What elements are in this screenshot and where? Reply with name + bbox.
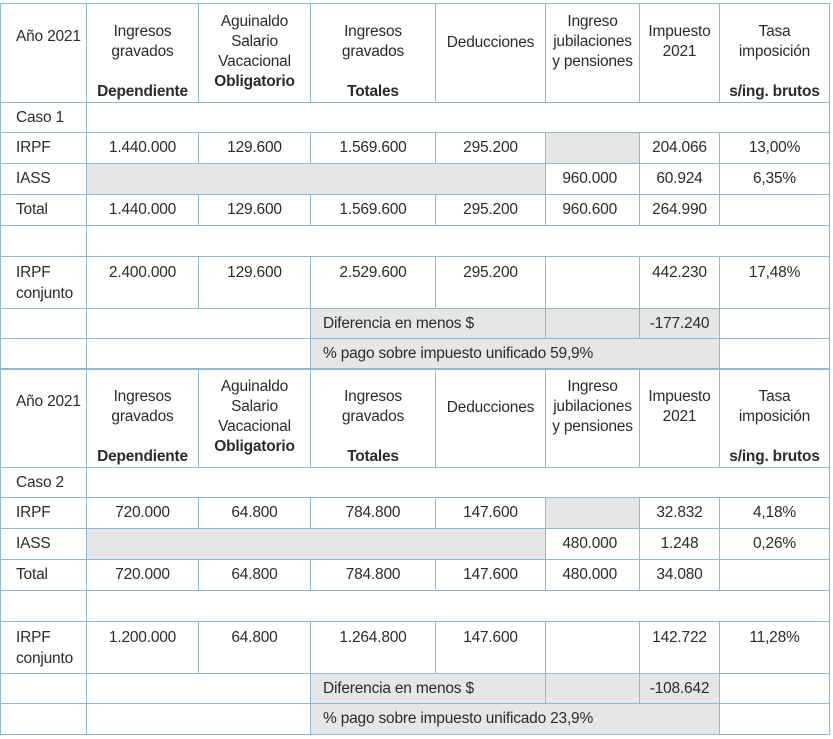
- spacer-row: [1, 226, 830, 257]
- empty-cell: [720, 560, 830, 591]
- year-header: Año 2021: [1, 4, 87, 103]
- empty-cell: [720, 339, 830, 370]
- row-label-line: IRPF: [16, 264, 51, 281]
- cell-deducciones: 295.200: [436, 195, 546, 226]
- cell-impuesto: 32.832: [640, 498, 720, 529]
- header-text: imposición: [738, 408, 811, 425]
- case-title-row: [1, 103, 830, 133]
- cell-tasa: 4,18%: [720, 498, 830, 529]
- header-bold-text: Obligatorio: [214, 73, 295, 90]
- header-aguinaldo: [199, 4, 311, 103]
- cell-jubilaciones: 480.000: [546, 529, 640, 560]
- row-label: Total: [1, 560, 87, 591]
- header-text: Aguinaldo: [220, 13, 289, 30]
- cell-dependiente: 1.200.000: [87, 622, 199, 674]
- row-label: IRPF: [1, 498, 87, 529]
- header-bold-text: Dependiente: [97, 83, 188, 100]
- row-label: IASS: [1, 164, 87, 195]
- row-label: IASS: [1, 529, 87, 560]
- cell-totales: 1.569.600: [311, 133, 436, 164]
- total-row: [1, 195, 830, 226]
- cell-deducciones: 147.600: [436, 560, 546, 591]
- cell-shaded: [87, 529, 546, 560]
- cell-shaded: [546, 309, 640, 339]
- cell-aguinaldo: 64.800: [199, 498, 311, 529]
- cell-impuesto: 34.080: [640, 560, 720, 591]
- header-tasa: [720, 369, 830, 468]
- difference-value: -108.642: [640, 674, 720, 704]
- cell-deducciones: 295.200: [436, 257, 546, 309]
- irpf-row: [1, 133, 830, 164]
- empty-cell: [1, 339, 87, 370]
- difference-label: Diferencia en menos $: [311, 674, 546, 704]
- header-text: Ingresos: [113, 388, 172, 405]
- cell-shaded: [546, 674, 640, 704]
- header-text: Tasa: [758, 388, 791, 405]
- row-label: IRPF: [1, 133, 87, 164]
- header-text: Impuesto: [648, 23, 711, 40]
- empty-cell: [87, 674, 311, 704]
- empty-cell: [1, 674, 87, 704]
- cell-shaded: [546, 133, 640, 164]
- header-impuesto: [640, 369, 720, 468]
- row-label: [1, 257, 87, 309]
- empty-cell: [1, 309, 87, 339]
- header-row: [1, 369, 830, 468]
- cell-shaded: [87, 164, 546, 195]
- cell-dependiente: 1.440.000: [87, 133, 199, 164]
- header-text: Salario: [231, 398, 278, 415]
- cell-deducciones: 147.600: [436, 622, 546, 674]
- total-row: [1, 560, 830, 591]
- header-text: y pensiones: [552, 418, 633, 435]
- cell-dependiente: 720.000: [87, 498, 199, 529]
- iass-row: [1, 529, 830, 560]
- header-jubilaciones: [546, 4, 640, 103]
- header-text: Aguinaldo: [220, 378, 289, 395]
- empty-cell: [87, 704, 311, 735]
- cell-totales: 784.800: [311, 498, 436, 529]
- cell-tasa: 17,48%: [720, 257, 830, 309]
- empty-cell: [87, 591, 830, 622]
- row-label: [1, 622, 87, 674]
- row-label-line: conjunto: [16, 285, 74, 302]
- iass-row: [1, 164, 830, 195]
- header-text: jubilaciones: [553, 398, 632, 415]
- header-text: Vacacional: [218, 53, 291, 70]
- tax-table-case-1: [0, 3, 830, 370]
- difference-value: -177.240: [640, 309, 720, 339]
- cell-totales: 2.529.600: [311, 257, 436, 309]
- spacer-row: [1, 591, 830, 622]
- header-text: imposición: [738, 43, 811, 60]
- header-deducciones: [436, 369, 546, 468]
- cell-tasa: 6,35%: [720, 164, 830, 195]
- cell-deducciones: 147.600: [436, 498, 546, 529]
- cell-totales: 1.569.600: [311, 195, 436, 226]
- difference-row: [1, 309, 830, 339]
- empty-cell: [720, 674, 830, 704]
- cell-dependiente: 2.400.000: [87, 257, 199, 309]
- header-impuesto: [640, 4, 720, 103]
- cell-aguinaldo: 64.800: [199, 622, 311, 674]
- cell-aguinaldo: 129.600: [199, 257, 311, 309]
- empty-cell: [546, 257, 640, 309]
- header-bold-text: Totales: [347, 448, 399, 465]
- empty-cell: [720, 195, 830, 226]
- header-text: gravados: [341, 43, 405, 60]
- header-text: y pensiones: [552, 53, 633, 70]
- header-ingresos-totales: [311, 4, 436, 103]
- percent-label: % pago sobre impuesto unificado 23,9%: [311, 704, 720, 735]
- percent-label: % pago sobre impuesto unificado 59,9%: [311, 339, 720, 370]
- irpf-conjunto-row: [1, 622, 830, 674]
- header-ingresos-totales: [311, 369, 436, 468]
- empty-cell: [1, 226, 87, 257]
- header-text: gravados: [341, 408, 405, 425]
- header-text: jubilaciones: [553, 33, 632, 50]
- header-bold-text: Totales: [347, 83, 399, 100]
- header-ingresos-dependiente: [87, 369, 199, 468]
- header-text: Ingresos: [344, 23, 402, 40]
- cell-jubilaciones: 480.000: [546, 560, 640, 591]
- header-bold-text: s/ing. brutos: [729, 448, 820, 465]
- header-deducciones: [436, 4, 546, 103]
- header-jubilaciones: [546, 369, 640, 468]
- cell-deducciones: 295.200: [436, 133, 546, 164]
- header-row: [1, 4, 830, 103]
- empty-cell: [720, 309, 830, 339]
- empty-cell: [720, 704, 830, 735]
- cell-tasa: 11,28%: [720, 622, 830, 674]
- empty-cell: [1, 591, 87, 622]
- difference-label: Diferencia en menos $: [311, 309, 546, 339]
- case-title-row: [1, 468, 830, 498]
- percent-row: [1, 339, 830, 370]
- cell-impuesto: 442.230: [640, 257, 720, 309]
- cell-jubilaciones: 960.000: [546, 164, 640, 195]
- row-label: Total: [1, 195, 87, 226]
- empty-cell: [87, 309, 311, 339]
- header-tasa: [720, 4, 830, 103]
- header-bold-text: s/ing. brutos: [729, 83, 820, 100]
- case-title: Caso 1: [1, 103, 87, 133]
- empty-cell: [87, 339, 311, 370]
- cell-tasa: 0,26%: [720, 529, 830, 560]
- cell-impuesto: 1.248: [640, 529, 720, 560]
- cell-totales: 784.800: [311, 560, 436, 591]
- empty-cell: [87, 468, 830, 498]
- irpf-row: [1, 498, 830, 529]
- cell-jubilaciones: 960.600: [546, 195, 640, 226]
- empty-cell: [546, 622, 640, 674]
- header-text: Vacacional: [218, 418, 291, 435]
- cell-aguinaldo: 129.600: [199, 133, 311, 164]
- header-text: Impuesto: [648, 388, 711, 405]
- header-text: gravados: [111, 43, 174, 60]
- header-ingresos-dependiente: [87, 4, 199, 103]
- irpf-conjunto-row: [1, 257, 830, 309]
- cell-dependiente: 720.000: [87, 560, 199, 591]
- percent-row: [1, 704, 830, 735]
- header-aguinaldo: [199, 369, 311, 468]
- header-text: Ingresos: [344, 388, 402, 405]
- header-text: Tasa: [758, 23, 791, 40]
- header-text: Ingreso: [567, 378, 618, 395]
- row-label-line: IRPF: [16, 629, 51, 646]
- header-text: Deducciones: [446, 34, 535, 51]
- header-bold-text: Dependiente: [97, 448, 188, 465]
- header-text: 2021: [662, 43, 697, 60]
- cell-shaded: [546, 498, 640, 529]
- difference-row: [1, 674, 830, 704]
- header-text: 2021: [662, 408, 697, 425]
- cell-tasa: 13,00%: [720, 133, 830, 164]
- empty-cell: [87, 103, 830, 133]
- year-header: Año 2021: [1, 369, 87, 468]
- header-text: Ingreso: [567, 13, 618, 30]
- case-title: Caso 2: [1, 468, 87, 498]
- header-text: Deducciones: [446, 399, 535, 416]
- cell-impuesto: 60.924: [640, 164, 720, 195]
- cell-totales: 1.264.800: [311, 622, 436, 674]
- cell-impuesto: 264.990: [640, 195, 720, 226]
- cell-aguinaldo: 129.600: [199, 195, 311, 226]
- cell-aguinaldo: 64.800: [199, 560, 311, 591]
- header-text: gravados: [111, 408, 174, 425]
- header-text: Salario: [231, 33, 278, 50]
- header-bold-text: Obligatorio: [214, 438, 295, 455]
- header-text: Ingresos: [113, 23, 172, 40]
- row-label-line: conjunto: [16, 650, 74, 667]
- cell-impuesto: 142.722: [640, 622, 720, 674]
- empty-cell: [87, 226, 830, 257]
- tax-table-case-2: [0, 368, 830, 735]
- cell-impuesto: 204.066: [640, 133, 720, 164]
- empty-cell: [1, 704, 87, 735]
- cell-dependiente: 1.440.000: [87, 195, 199, 226]
